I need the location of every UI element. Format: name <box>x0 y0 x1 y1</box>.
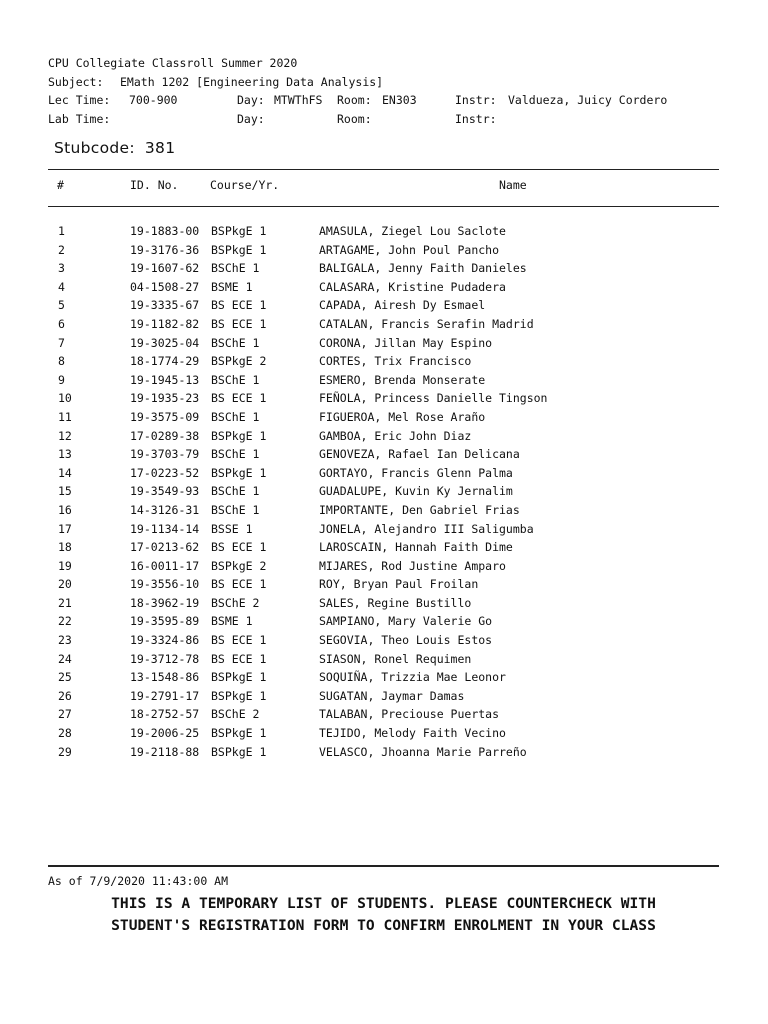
table-row <box>0 241 768 260</box>
table-row <box>0 743 768 762</box>
student-number: 27 <box>58 707 72 722</box>
student-id: 17-0213-62 <box>130 540 200 555</box>
student-name: IMPORTANTE, Den Gabriel Frias <box>319 502 520 517</box>
table-row <box>0 296 768 315</box>
temporary-list-notice <box>48 893 719 937</box>
table-row <box>0 538 768 557</box>
student-id: 19-3556-10 <box>130 577 200 592</box>
student-id: 19-3703-79 <box>130 447 200 462</box>
student-name: GAMBOA, Eric John Diaz <box>319 428 472 443</box>
student-number: 20 <box>58 577 72 592</box>
student-name: CALASARA, Kristine Pudadera <box>319 279 506 294</box>
table-row <box>0 687 768 706</box>
student-id: 19-3025-04 <box>130 335 200 350</box>
stubcode-value: 381 <box>144 139 176 157</box>
table-row <box>0 389 768 408</box>
subject-value: EMath 1202 [Engineering Data Analysis] <box>120 74 384 89</box>
student-name: SAMPIANO, Mary Valerie Go <box>319 614 493 629</box>
column-header-course: Course/Yr. <box>210 178 280 192</box>
stubcode <box>54 139 185 157</box>
student-course: BS ECE 1 <box>211 298 267 313</box>
lec-time-label: Lec Time: <box>48 93 111 107</box>
student-id: 19-1945-13 <box>130 372 200 387</box>
table-header-rule <box>48 206 719 207</box>
student-number: 15 <box>58 484 72 499</box>
table-row <box>0 427 768 446</box>
student-name: SIASON, Ronel Requimen <box>319 651 472 666</box>
student-course: BSME 1 <box>211 614 253 629</box>
student-course: BSPkgE 1 <box>211 744 267 759</box>
student-id: 17-0223-52 <box>130 465 200 480</box>
student-number: 4 <box>58 279 65 294</box>
student-name: LAROSCAIN, Hannah Faith Dime <box>319 540 513 555</box>
student-course: BSPkgE 1 <box>211 726 267 741</box>
student-id: 19-3595-89 <box>130 614 200 629</box>
table-row <box>0 575 768 594</box>
student-name: CORTES, Trix Francisco <box>319 354 472 369</box>
student-course: BSPkgE 1 <box>211 428 267 443</box>
student-id: 19-2791-17 <box>130 688 200 703</box>
student-number: 10 <box>58 391 72 406</box>
student-name: BALIGALA, Jenny Faith Danieles <box>319 261 527 276</box>
student-name: GUADALUPE, Kuvin Ky Jernalim <box>319 484 513 499</box>
student-name: CATALAN, Francis Serafin Madrid <box>319 316 534 331</box>
student-course: BSChE 1 <box>211 372 260 387</box>
student-course: BS ECE 1 <box>211 316 267 331</box>
student-number: 28 <box>58 726 72 741</box>
table-row <box>0 259 768 278</box>
student-number: 5 <box>58 298 65 313</box>
student-number: 18 <box>58 540 72 555</box>
student-course: BSPkgE 1 <box>211 224 267 238</box>
student-id: 19-3335-67 <box>130 298 200 313</box>
student-course: BSChE 1 <box>211 484 260 499</box>
student-name: ROY, Bryan Paul Froilan <box>319 577 479 592</box>
table-row <box>0 612 768 631</box>
student-course: BSPkgE 1 <box>211 242 267 257</box>
student-course: BS ECE 1 <box>211 651 267 666</box>
student-name: SUGATAN, Jaymar Damas <box>319 688 465 703</box>
student-list <box>0 222 768 761</box>
header-subject-line <box>48 73 384 92</box>
table-row <box>0 557 768 576</box>
table-row <box>0 724 768 743</box>
student-course: BSChE 1 <box>211 502 260 517</box>
lec-time-value: 700-900 <box>129 93 178 107</box>
student-id: 19-2118-88 <box>130 744 200 759</box>
lec-instr-value: Valdueza, Juicy Cordero <box>508 93 668 107</box>
student-name: FEÑOLA, Princess Danielle Tingson <box>319 391 548 406</box>
student-number: 21 <box>58 595 72 610</box>
table-row <box>0 352 768 371</box>
table-row <box>0 482 768 501</box>
header-lec-line <box>48 91 668 110</box>
lec-room-label: Room: <box>337 93 372 107</box>
student-id: 19-2006-25 <box>130 726 200 741</box>
student-id: 18-2752-57 <box>130 707 200 722</box>
student-course: BSChE 1 <box>211 409 260 424</box>
table-row <box>0 408 768 427</box>
notice-line-2: STUDENT'S REGISTRATION FORM TO CONFIRM ENROLMENT IN YOUR CLASS <box>111 917 656 934</box>
student-name: AMASULA, Ziegel Lou Saclote <box>319 224 506 238</box>
student-course: BSChE 2 <box>211 595 260 610</box>
student-id: 19-3176-36 <box>130 242 200 257</box>
student-id: 18-1774-29 <box>130 354 200 369</box>
student-course: BS ECE 1 <box>211 577 267 592</box>
student-id: 16-0011-17 <box>130 558 200 573</box>
table-row <box>0 594 768 613</box>
student-name: VELASCO, Jhoanna Marie Parreño <box>319 744 527 759</box>
student-name: ESMERO, Brenda Monserate <box>319 372 486 387</box>
column-header-name: Name <box>499 178 527 192</box>
student-course: BS ECE 1 <box>211 391 267 406</box>
as-of-timestamp: As of 7/9/2020 11:43:00 AM <box>48 874 229 888</box>
student-id: 19-3549-93 <box>130 484 200 499</box>
student-number: 22 <box>58 614 72 629</box>
lab-room-label: Room: <box>337 111 372 126</box>
table-top-rule <box>48 169 719 170</box>
lec-day-label: Day: <box>237 93 265 107</box>
student-number: 16 <box>58 502 72 517</box>
table-row <box>0 650 768 669</box>
student-name: TALABAN, Preciouse Puertas <box>319 707 500 722</box>
notice-line-1: THIS IS A TEMPORARY LIST OF STUDENTS. PLEASE COUNTERCHECK WITH <box>111 895 656 912</box>
document-header <box>48 54 668 128</box>
student-number: 25 <box>58 670 72 685</box>
column-header-num: # <box>57 178 64 192</box>
student-id: 19-1182-82 <box>130 316 200 331</box>
student-course: BSChE 1 <box>211 335 260 350</box>
student-id: 13-1548-86 <box>130 670 200 685</box>
student-id: 04-1508-27 <box>130 279 200 294</box>
student-course: BSPkgE 1 <box>211 465 267 480</box>
student-id: 19-3324-86 <box>130 633 200 648</box>
student-number: 2 <box>58 242 65 257</box>
student-number: 13 <box>58 447 72 462</box>
classroll-title: CPU Collegiate Classroll Summer 2020 <box>48 56 298 70</box>
student-number: 24 <box>58 651 72 666</box>
student-name: SALES, Regine Bustillo <box>319 595 472 610</box>
student-id: 14-3126-31 <box>130 502 200 517</box>
student-id: 19-3575-09 <box>130 409 200 424</box>
table-row <box>0 631 768 650</box>
student-id: 19-1134-14 <box>130 521 200 536</box>
student-number: 1 <box>58 224 65 238</box>
table-row <box>0 371 768 390</box>
student-course: BS ECE 1 <box>211 540 267 555</box>
student-number: 9 <box>58 372 65 387</box>
student-name: ARTAGAME, John Poul Pancho <box>319 242 500 257</box>
student-course: BSChE 1 <box>211 447 260 462</box>
lec-room-value: EN303 <box>382 93 417 107</box>
student-number: 23 <box>58 633 72 648</box>
student-name: GENOVEZA, Rafael Ian Delicana <box>319 447 520 462</box>
table-row <box>0 668 768 687</box>
student-course: BS ECE 1 <box>211 633 267 648</box>
student-id: 17-0289-38 <box>130 428 200 443</box>
table-row <box>0 705 768 724</box>
student-id: 19-3712-78 <box>130 651 200 666</box>
student-course: BSPkgE 1 <box>211 670 267 685</box>
student-number: 26 <box>58 688 72 703</box>
student-id: 19-1607-62 <box>130 261 200 276</box>
student-number: 19 <box>58 558 72 573</box>
lab-instr-label: Instr: <box>455 111 497 126</box>
student-course: BSPkgE 2 <box>211 558 267 573</box>
student-course: BSChE 2 <box>211 707 260 722</box>
table-row <box>0 334 768 353</box>
footer-rule <box>48 865 719 867</box>
table-row <box>0 520 768 539</box>
student-id: 18-3962-19 <box>130 595 200 610</box>
student-number: 14 <box>58 465 72 480</box>
student-name: TEJIDO, Melody Faith Vecino <box>319 726 506 741</box>
lab-day-label: Day: <box>237 111 265 126</box>
lec-instr-label: Instr: <box>455 93 497 107</box>
lec-day-value: MTWThFS <box>274 93 323 107</box>
table-row <box>0 464 768 483</box>
student-name: MIJARES, Rod Justine Amparo <box>319 558 506 573</box>
student-number: 12 <box>58 428 72 443</box>
student-course: BSPkgE 1 <box>211 688 267 703</box>
student-name: FIGUEROA, Mel Rose Araño <box>319 409 486 424</box>
student-name: CORONA, Jillan May Espino <box>319 335 493 350</box>
student-id: 19-1935-23 <box>130 391 200 406</box>
student-course: BSPkgE 2 <box>211 354 267 369</box>
student-number: 29 <box>58 744 72 759</box>
student-number: 3 <box>58 261 65 276</box>
student-name: GORTAYO, Francis Glenn Palma <box>319 465 513 480</box>
header-lab-line <box>48 110 497 129</box>
table-row <box>0 445 768 464</box>
subject-label: Subject: <box>48 74 104 89</box>
student-number: 17 <box>58 521 72 536</box>
student-id: 19-1883-00 <box>130 224 200 238</box>
student-number: 8 <box>58 354 65 369</box>
student-name: SOQUIÑA, Trizzia Mae Leonor <box>319 670 506 685</box>
column-header-id: ID. No. <box>130 178 179 192</box>
student-course: BSME 1 <box>211 279 253 294</box>
student-course: BSChE 1 <box>211 261 260 276</box>
table-row <box>0 222 768 241</box>
table-row <box>0 501 768 520</box>
stubcode-label: Stubcode: <box>54 139 135 157</box>
student-name: SEGOVIA, Theo Louis Estos <box>319 633 493 648</box>
student-name: CAPADA, Airesh Dy Esmael <box>319 298 486 313</box>
table-row <box>0 315 768 334</box>
table-row <box>0 278 768 297</box>
student-number: 11 <box>58 409 72 424</box>
lab-time-label: Lab Time: <box>48 111 111 126</box>
student-number: 7 <box>58 335 65 350</box>
header-title-line <box>48 54 298 73</box>
student-number: 6 <box>58 316 65 331</box>
student-course: BSSE 1 <box>211 521 253 536</box>
student-name: JONELA, Alejandro III Saligumba <box>319 521 534 536</box>
